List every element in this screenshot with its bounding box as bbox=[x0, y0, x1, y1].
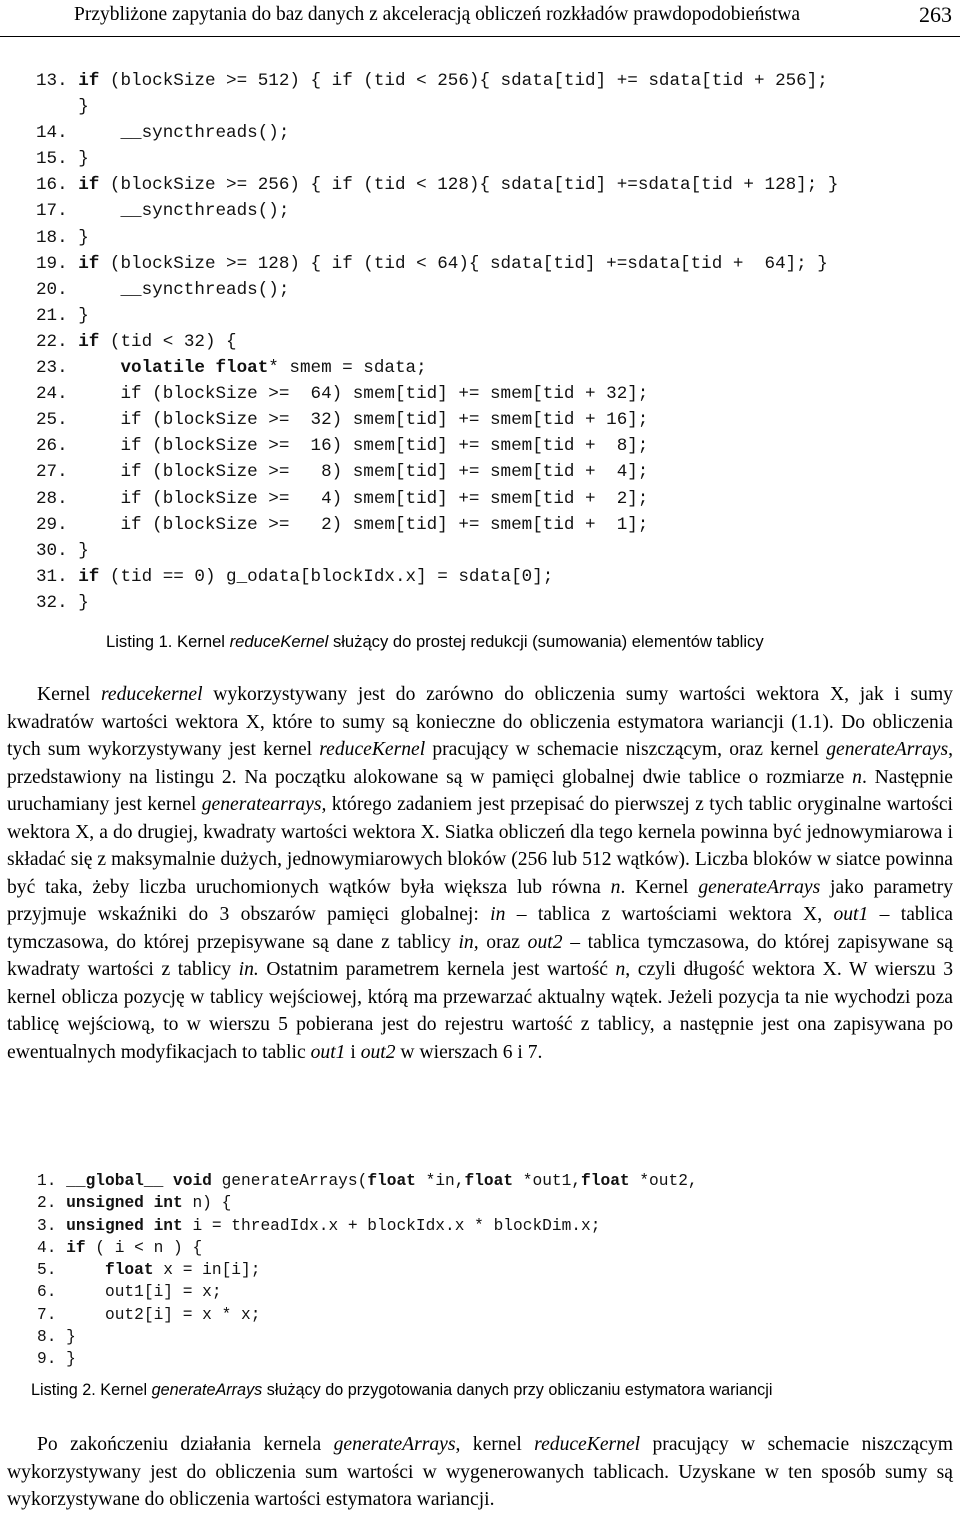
code-text: * smem = sdata; bbox=[268, 358, 427, 379]
paragraph-text: – tablica z wartościami wektora X, bbox=[505, 904, 834, 925]
code-text: 9. } bbox=[37, 1350, 76, 1369]
italic-term: in. bbox=[238, 959, 259, 980]
code-text: n) { bbox=[182, 1194, 232, 1213]
code-keyword: unsigned int bbox=[66, 1216, 183, 1235]
code-text: 16. bbox=[36, 175, 79, 196]
code-line bbox=[36, 355, 838, 381]
code-text: 25. if (blockSize >= 32) smem[tid] += smem[tid + 16]; bbox=[36, 410, 649, 431]
page-header bbox=[0, 2, 960, 37]
code-line bbox=[37, 1304, 698, 1326]
italic-term: generateArrays bbox=[698, 876, 821, 898]
paragraph-text: i bbox=[345, 1041, 361, 1063]
code-text: generateArrays( bbox=[211, 1172, 368, 1190]
code-text: 20. __syncthreads(); bbox=[36, 279, 290, 300]
code-text: 22. bbox=[36, 331, 79, 352]
code-keyword: float bbox=[105, 1261, 154, 1280]
body-paragraph-1 bbox=[7, 681, 953, 1066]
code-keyword: if bbox=[78, 253, 100, 274]
code-text: *out2, bbox=[629, 1172, 698, 1190]
italic-term: out2 bbox=[527, 931, 563, 953]
code-text: 7. out2[i] = x * x; bbox=[37, 1305, 261, 1324]
italic-term: reduceKernel bbox=[534, 1434, 641, 1455]
code-keyword: if bbox=[78, 331, 100, 352]
code-text: 29. if (blockSize >= 2) smem[tid] += smem[tid + 1]; bbox=[36, 514, 649, 535]
italic-term: generateArrays bbox=[826, 739, 949, 760]
code-line bbox=[36, 512, 838, 538]
code-text: 26. if (blockSize >= 16) smem[tid] += smem[tid + 8]; bbox=[36, 436, 649, 457]
code-text: (blockSize >= 256) { if (tid < 128){ sdata[tid] +=sdata[tid + 128]; } bbox=[99, 175, 839, 196]
code-text: 18. } bbox=[36, 227, 89, 248]
code-text: *in, bbox=[415, 1172, 465, 1190]
code-line bbox=[37, 1348, 698, 1370]
code-text: 32. } bbox=[36, 592, 89, 613]
code-line bbox=[36, 590, 838, 616]
code-line bbox=[36, 303, 838, 329]
code-listing-1 bbox=[36, 68, 838, 616]
code-keyword: if bbox=[78, 71, 100, 91]
code-line bbox=[36, 433, 838, 459]
code-listing-2 bbox=[37, 1170, 698, 1371]
paragraph-text: Po zakończeniu działania kernela bbox=[37, 1434, 334, 1455]
code-line bbox=[36, 146, 838, 172]
italic-term: n bbox=[615, 959, 626, 980]
paragraph-text: – tablica tymczasowa, do której przepisywane są dane z tablicy bbox=[7, 904, 954, 953]
code-keyword: volatile float bbox=[120, 358, 269, 379]
code-keyword: if bbox=[78, 175, 100, 196]
code-text: 31. bbox=[36, 566, 79, 587]
code-text: (tid < 32) { bbox=[99, 331, 237, 352]
italic-term: n bbox=[852, 766, 862, 788]
code-text: 6. out1[i] = x; bbox=[37, 1283, 222, 1302]
code-text: 8. } bbox=[37, 1328, 76, 1347]
paragraph-text: – tablica tymczasowa, do której zapisywane są kwadraty wartości z tablicy bbox=[7, 931, 953, 980]
code-text: 21. } bbox=[36, 305, 89, 326]
code-line bbox=[37, 1281, 698, 1303]
code-line bbox=[36, 486, 838, 512]
italic-term: out1 bbox=[310, 1041, 346, 1063]
code-text: 27. if (blockSize >= 8) smem[tid] += smem[tid + 4]; bbox=[36, 462, 649, 483]
code-text: 28. if (blockSize >= 4) smem[tid] += smem[tid + 2]; bbox=[36, 488, 649, 509]
code-text: ( i < n ) { bbox=[85, 1238, 203, 1257]
code-line bbox=[36, 459, 838, 485]
paragraph-text: wykorzystywany jest do zarówno do obliczenia sumy wartości wektora X, jak i sumy kwadratów wartości wektora X, które to sumy są konieczne do obliczenia estymatora wariancji (1.1). Do obliczenia tych sum wykorzystywany jest kernel bbox=[7, 684, 953, 760]
italic-term: in bbox=[490, 904, 506, 925]
paragraph-text: , czyli długość wektora X. W wierszu 3 kernel oblicza pozycję w tablicy wejściowej, którą ma przewarzać aktualny wątek. Jeżeli pozycja ta nie wychodzi poza tablicę wejściową, to w wierszu 5 pobierana jest do rejestru wartość z tablicy, a następnie jest ona zapisywana po ewentualnych modyfikacjach to tablic bbox=[7, 959, 953, 1063]
code-keyword: float bbox=[367, 1172, 416, 1190]
code-line bbox=[36, 381, 838, 407]
code-line bbox=[37, 1259, 698, 1281]
code-keyword: if bbox=[78, 566, 100, 587]
running-title: Przybliżone zapytania do baz danych z akceleracją obliczeń rozkładów prawdopodobieństwa bbox=[74, 4, 801, 25]
caption-kernel-name: generateArrays bbox=[151, 1381, 263, 1399]
code-text: 2. bbox=[37, 1194, 67, 1213]
code-keyword: float bbox=[581, 1172, 630, 1190]
code-keyword: if bbox=[66, 1238, 86, 1257]
caption-suffix: służący do przygotowania danych przy obliczaniu estymatora wariancji bbox=[262, 1381, 773, 1399]
code-text: 5. bbox=[37, 1261, 105, 1280]
paragraph-text: Ostatnim parametrem kernela jest wartość bbox=[258, 959, 616, 980]
italic-term: n bbox=[610, 876, 621, 898]
code-text: i = threadIdx.x + blockIdx.x * blockDim.x; bbox=[182, 1216, 601, 1235]
code-line bbox=[36, 94, 838, 120]
code-text: 15. } bbox=[36, 149, 89, 170]
code-line bbox=[36, 251, 838, 277]
italic-term: reduceKernel bbox=[319, 739, 426, 760]
code-text: *out1, bbox=[513, 1172, 582, 1190]
page-number: 263 bbox=[919, 2, 952, 27]
code-line bbox=[37, 1170, 698, 1192]
code-keyword: __global__ void bbox=[66, 1172, 212, 1190]
paragraph-text: pracujący w schemacie niszczącym, oraz kernel bbox=[425, 739, 827, 760]
code-line bbox=[36, 538, 838, 564]
code-text: 1. bbox=[37, 1172, 67, 1190]
caption-kernel-name: reduceKernel bbox=[229, 632, 329, 651]
code-line bbox=[36, 172, 838, 198]
code-text: 23. bbox=[36, 358, 121, 379]
paragraph-text: którego zadaniem jest przepisać do pierwszej z tych tablic oryginalne wartości wektora X, a do drugiej, kwadraty wartości wektora X. Siatka obliczeń dla tego kernela powinna być jednowymiarowa i składać się z maksymalnie dużych, jednowymiarowych bloków (256 lub 512 wątków). Liczba bloków w siatce powinna być taka, żeby liczba uruchomionych wątków była większa lub równa bbox=[7, 794, 953, 898]
code-text: 3. bbox=[37, 1216, 67, 1235]
italic-term: reducekernel bbox=[101, 684, 203, 705]
code-line bbox=[37, 1326, 698, 1348]
code-line bbox=[36, 120, 838, 146]
code-keyword: unsigned int bbox=[66, 1194, 183, 1213]
italic-term: out2 bbox=[360, 1041, 396, 1063]
caption-prefix: Listing 1. Kernel bbox=[106, 632, 230, 651]
code-text: 19. bbox=[36, 253, 79, 274]
code-text: (tid == 0) g_odata[blockIdx.x] = sdata[0]; bbox=[99, 566, 554, 587]
paragraph-text: , kernel bbox=[455, 1434, 535, 1455]
code-keyword: float bbox=[464, 1172, 514, 1190]
code-line bbox=[36, 225, 838, 251]
code-line bbox=[36, 329, 838, 355]
paragraph-text: Kernel bbox=[37, 684, 102, 705]
code-line bbox=[37, 1215, 698, 1237]
paragraph-text: . Następnie uruchamiany jest kernel bbox=[7, 766, 953, 815]
code-line bbox=[36, 68, 838, 94]
caption-prefix: Listing 2. Kernel bbox=[31, 1381, 152, 1399]
paragraph-text: . Kernel bbox=[620, 876, 699, 898]
code-text: 30. } bbox=[36, 540, 89, 561]
code-text: (blockSize >= 128) { if (tid < 64){ sdata[tid] +=sdata[tid + 64]; } bbox=[99, 253, 828, 274]
code-text: x = in[i]; bbox=[153, 1261, 261, 1280]
italic-term: out1 bbox=[833, 904, 869, 925]
code-line bbox=[36, 564, 838, 590]
code-text: 24. if (blockSize >= 64) smem[tid] += smem[tid + 32]; bbox=[36, 384, 649, 405]
body-paragraph-2 bbox=[7, 1431, 953, 1514]
paragraph-text: jako parametry przyjmuje wskaźniki do 3 obszarów pamięci globalnej: bbox=[7, 876, 953, 925]
code-line bbox=[37, 1237, 698, 1259]
italic-term: generatearrays, bbox=[201, 794, 327, 815]
caption-suffix: służący do prostej redukcji (sumowania) elementów tablicy bbox=[328, 632, 764, 651]
italic-term: generateArrays bbox=[333, 1434, 456, 1455]
code-text: 13. bbox=[36, 71, 79, 91]
paragraph-text: pracujący w schemacie niszczącym wykorzystywany jest do obliczenia sum wartości w wygenerowanych tablicach. Uzyskane w ten sposób sumy są wykorzystywane do obliczenia wartości estymatora wariancji. bbox=[7, 1434, 953, 1510]
code-line bbox=[36, 407, 838, 433]
code-line bbox=[36, 277, 838, 303]
paragraph-text: , przedstawiony na listingu 2. Na początku alokowane są w pamięci globalnej dwie tablice o rozmiarze bbox=[7, 739, 953, 788]
code-text: (blockSize >= 512) { if (tid < 256){ sdata[tid] += sdata[tid + 256]; bbox=[99, 71, 828, 91]
code-line bbox=[37, 1192, 698, 1214]
code-text: 17. __syncthreads(); bbox=[36, 201, 290, 222]
listing-1-caption bbox=[106, 632, 764, 652]
code-text: 4. bbox=[37, 1238, 67, 1257]
italic-term: in, bbox=[458, 931, 479, 953]
code-line bbox=[36, 198, 838, 224]
code-text: 14. __syncthreads(); bbox=[36, 123, 290, 144]
paragraph-text: w wierszach 6 i 7. bbox=[395, 1041, 543, 1063]
listing-2-caption bbox=[31, 1381, 772, 1400]
code-text: } bbox=[36, 97, 89, 118]
paragraph-text: oraz bbox=[478, 931, 528, 953]
